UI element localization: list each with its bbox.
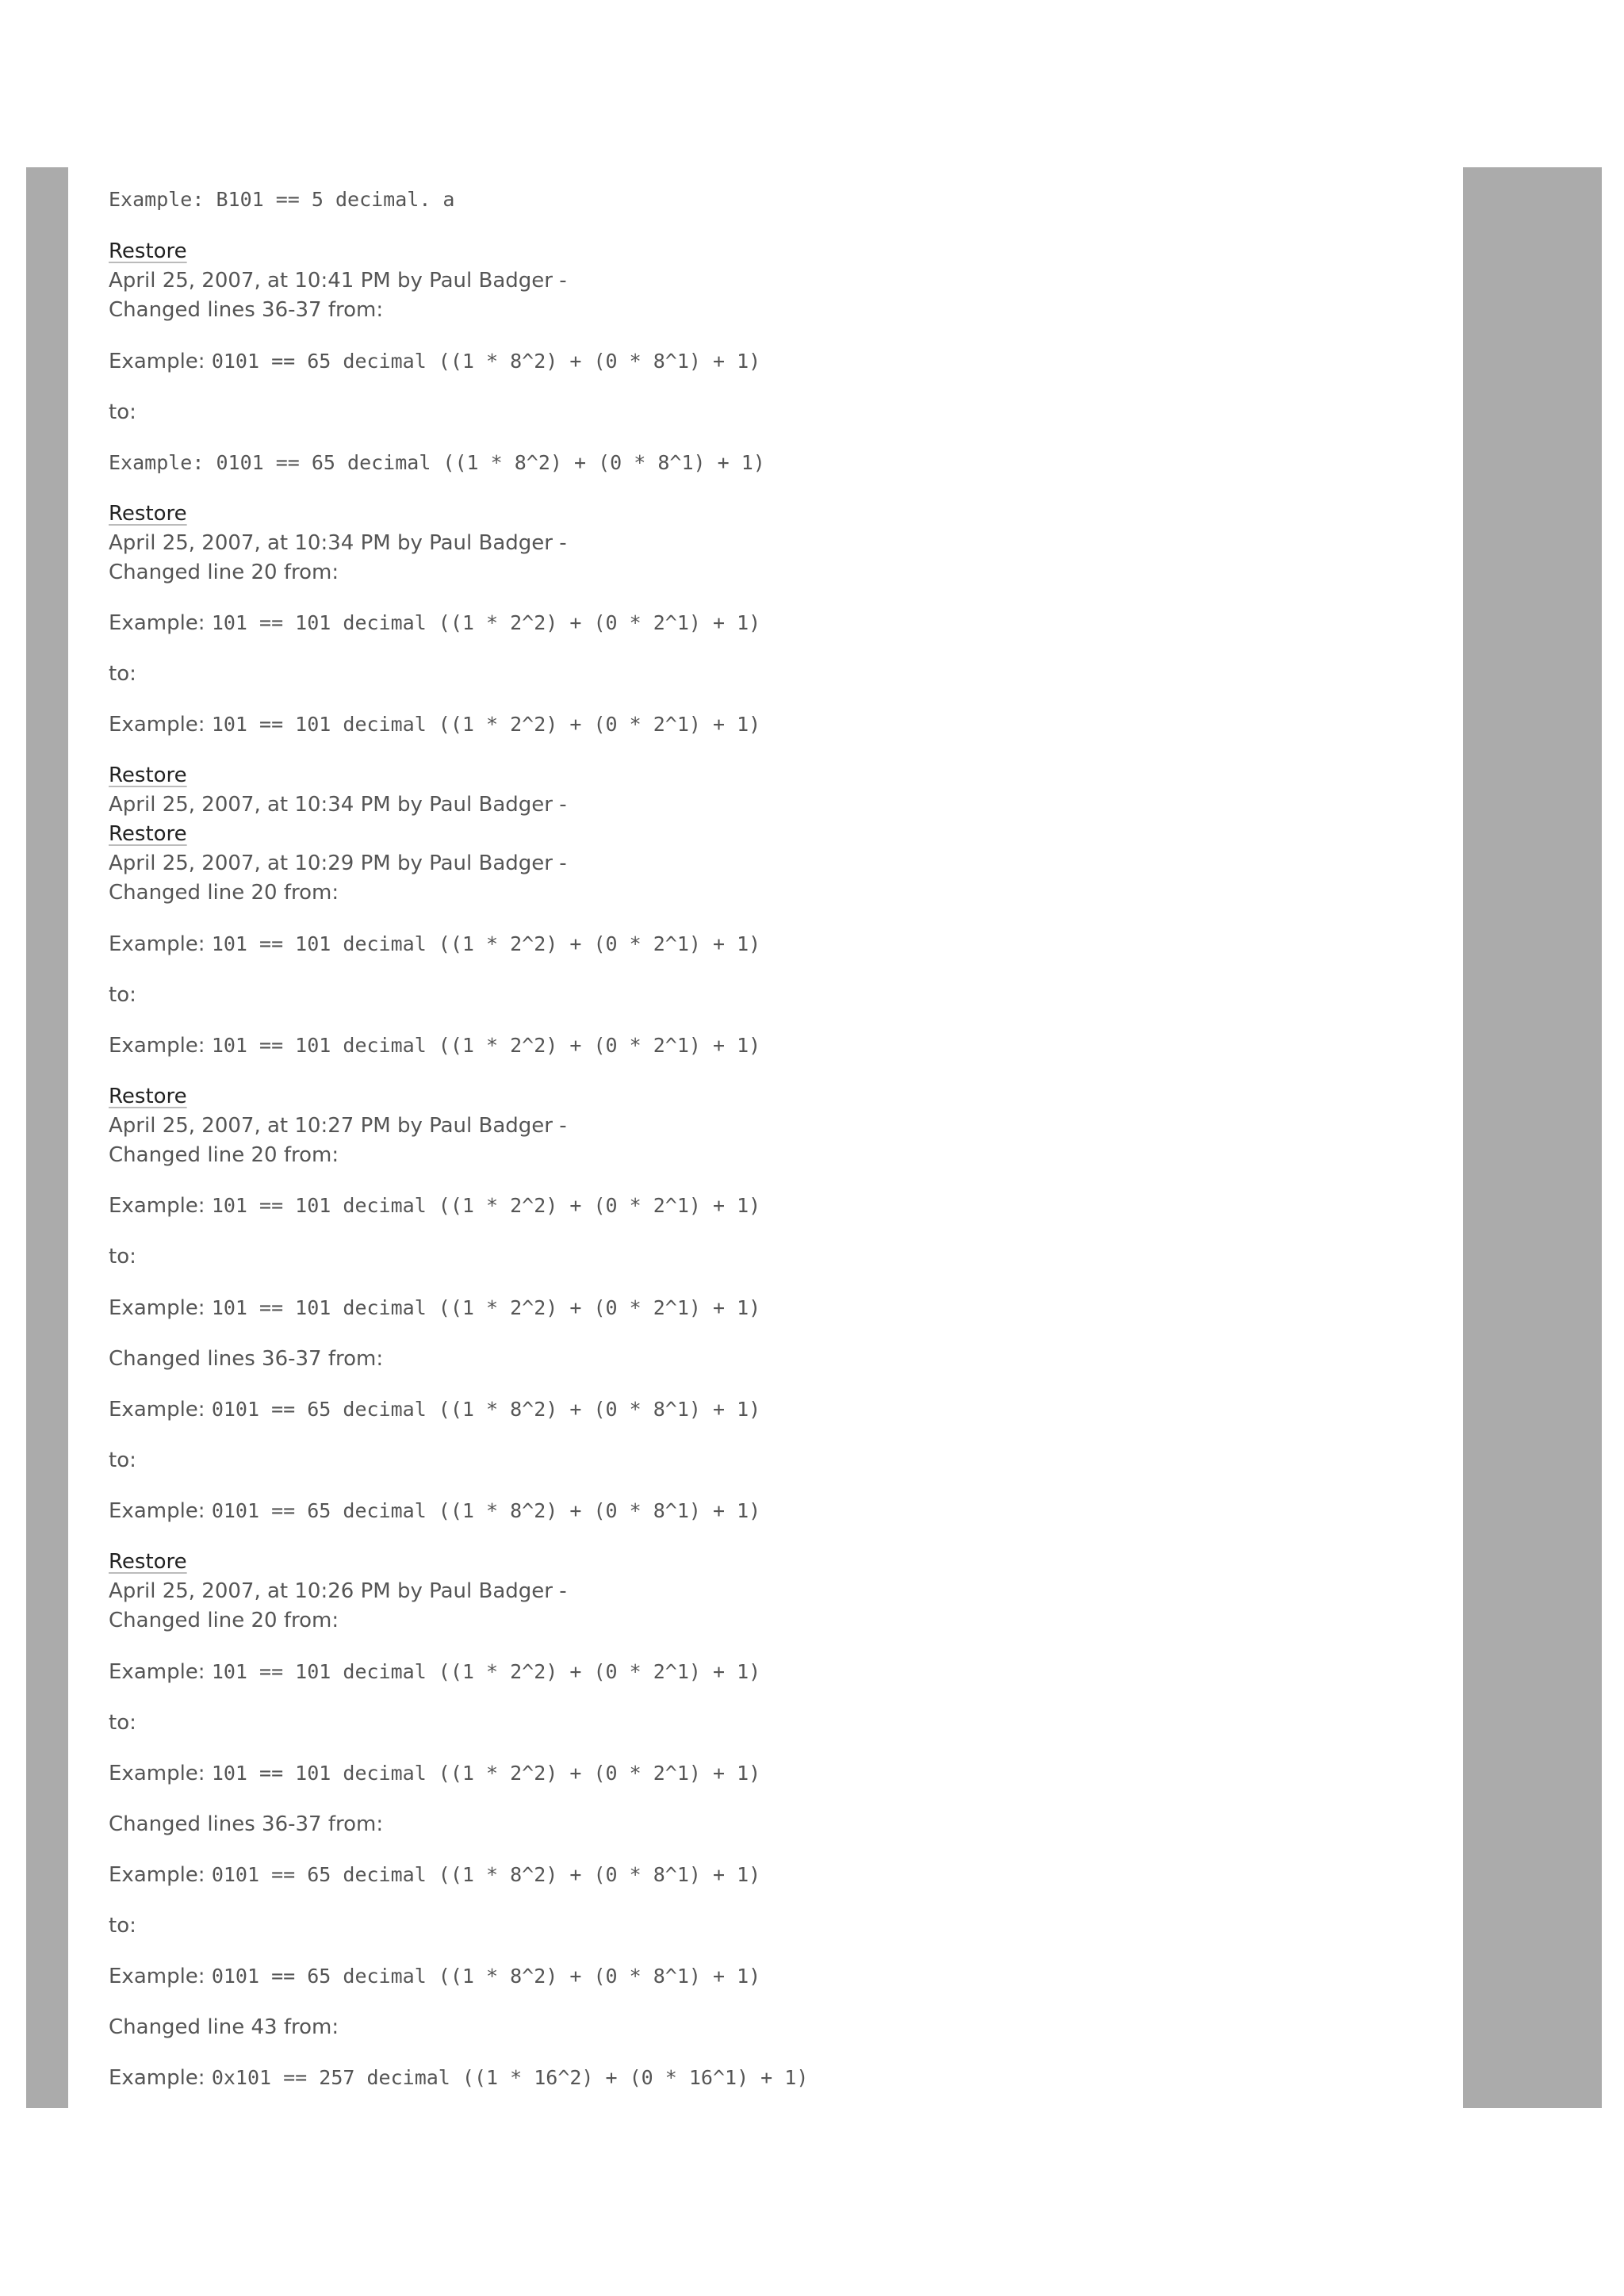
- example-line: [109, 1862, 760, 1888]
- restore-link[interactable]: Restore: [109, 1085, 187, 1108]
- example-code: 0101 == 65 decimal ((1 * 8^2) + (0 * 8^1) + 1): [211, 1965, 761, 1988]
- revision-meta: April 25, 2007, at 10:26 PM by Paul Badger -: [109, 1579, 567, 1603]
- example-code: 0101 == 65 decimal ((1 * 8^2) + (0 * 8^1) + 1): [211, 1863, 761, 1886]
- example-line: [109, 1761, 760, 1786]
- change-description: Changed lines 36-37 from:: [109, 298, 384, 322]
- example-label: Example:: [109, 1296, 205, 1320]
- restore-line: [109, 821, 187, 847]
- example-label: Example:: [109, 1398, 205, 1422]
- right-margin-bar: [1463, 167, 1602, 2108]
- restore-line: [109, 501, 187, 526]
- example-label: Example:: [109, 1034, 205, 1058]
- example-code: 0101 == 65 decimal ((1 * 8^2) + (0 * 8^1) + 1): [211, 1499, 761, 1522]
- example-code: 101 == 101 decimal ((1 * 2^2) + (0 * 2^1) + 1): [211, 932, 761, 955]
- example-line: [109, 1397, 760, 1422]
- example-line: [109, 712, 760, 737]
- example-line: [109, 1498, 760, 1524]
- restore-link[interactable]: Restore: [109, 502, 187, 526]
- change-description: Changed line 43 from:: [109, 2015, 339, 2039]
- example-line: [109, 1964, 760, 1989]
- example-label: Example:: [109, 611, 205, 635]
- revision-meta: April 25, 2007, at 10:29 PM by Paul Badger -: [109, 851, 567, 875]
- change-description: Changed line 20 from:: [109, 1609, 339, 1632]
- change-description: Changed lines 36-37 from:: [109, 1812, 384, 1836]
- example-code: 0x101 == 257 decimal ((1 * 16^2) + (0 * 16^1) + 1): [211, 2066, 809, 2089]
- example-label: Example:: [109, 1194, 205, 1218]
- example-line: [109, 1659, 760, 1685]
- change-description: to:: [109, 983, 136, 1007]
- change-description: Changed line 20 from:: [109, 1143, 339, 1167]
- restore-line: [109, 763, 187, 788]
- example-label: Example:: [109, 932, 205, 956]
- example-line: [109, 349, 760, 374]
- example-line: [109, 1193, 760, 1219]
- example-line: [109, 610, 760, 636]
- example-label: Example:: [109, 1762, 205, 1785]
- example-line: [109, 1033, 760, 1058]
- restore-link[interactable]: Restore: [109, 763, 187, 787]
- example-label: Example:: [109, 1863, 205, 1887]
- restore-link[interactable]: Restore: [109, 822, 187, 846]
- example-line: [109, 932, 760, 957]
- example-code: 101 == 101 decimal ((1 * 2^2) + (0 * 2^1) + 1): [211, 1660, 761, 1683]
- change-description: to:: [109, 1448, 136, 1472]
- revision-meta: April 25, 2007, at 10:41 PM by Paul Badger -: [109, 269, 567, 293]
- example-label: Example:: [109, 2066, 205, 2090]
- example-code: 101 == 101 decimal ((1 * 2^2) + (0 * 2^1) + 1): [211, 1034, 761, 1057]
- restore-line: [109, 239, 187, 264]
- code-line: Example: B101 == 5 decimal. a: [109, 188, 455, 211]
- example-label: Example:: [109, 350, 205, 373]
- example-code: 0101 == 65 decimal ((1 * 8^2) + (0 * 8^1) + 1): [211, 350, 761, 373]
- revision-meta: April 25, 2007, at 10:27 PM by Paul Badger -: [109, 1114, 567, 1138]
- change-description: to:: [109, 1711, 136, 1735]
- page-history-content: [109, 0, 1449, 2296]
- revision-meta: April 25, 2007, at 10:34 PM by Paul Badger -: [109, 793, 567, 817]
- restore-link[interactable]: Restore: [109, 1550, 187, 1574]
- example-label: Example:: [109, 1965, 205, 1988]
- change-description: to:: [109, 1245, 136, 1269]
- restore-line: [109, 1549, 187, 1575]
- restore-link[interactable]: Restore: [109, 239, 187, 263]
- example-code: 101 == 101 decimal ((1 * 2^2) + (0 * 2^1) + 1): [211, 1296, 761, 1319]
- example-code: 101 == 101 decimal ((1 * 2^2) + (0 * 2^1) + 1): [211, 713, 761, 736]
- change-description: to:: [109, 1914, 136, 1938]
- example-line: [109, 2065, 808, 2091]
- code-line: Example: 0101 == 65 decimal ((1 * 8^2) + (0 * 8^1) + 1): [109, 451, 765, 474]
- example-line: [109, 1295, 760, 1321]
- example-label: Example:: [109, 713, 205, 737]
- change-description: Changed line 20 from:: [109, 881, 339, 905]
- revision-meta: April 25, 2007, at 10:34 PM by Paul Badger -: [109, 531, 567, 555]
- restore-line: [109, 1084, 187, 1109]
- change-description: Changed lines 36-37 from:: [109, 1347, 384, 1371]
- example-code: 101 == 101 decimal ((1 * 2^2) + (0 * 2^1) + 1): [211, 1762, 761, 1785]
- change-description: Changed line 20 from:: [109, 561, 339, 584]
- example-code: 101 == 101 decimal ((1 * 2^2) + (0 * 2^1) + 1): [211, 611, 761, 634]
- example-label: Example:: [109, 1660, 205, 1684]
- example-label: Example:: [109, 1499, 205, 1523]
- change-description: to:: [109, 662, 136, 686]
- change-description: to:: [109, 400, 136, 424]
- left-margin-bar: [26, 167, 68, 2108]
- example-code: 0101 == 65 decimal ((1 * 8^2) + (0 * 8^1) + 1): [211, 1398, 761, 1421]
- example-code: 101 == 101 decimal ((1 * 2^2) + (0 * 2^1) + 1): [211, 1194, 761, 1217]
